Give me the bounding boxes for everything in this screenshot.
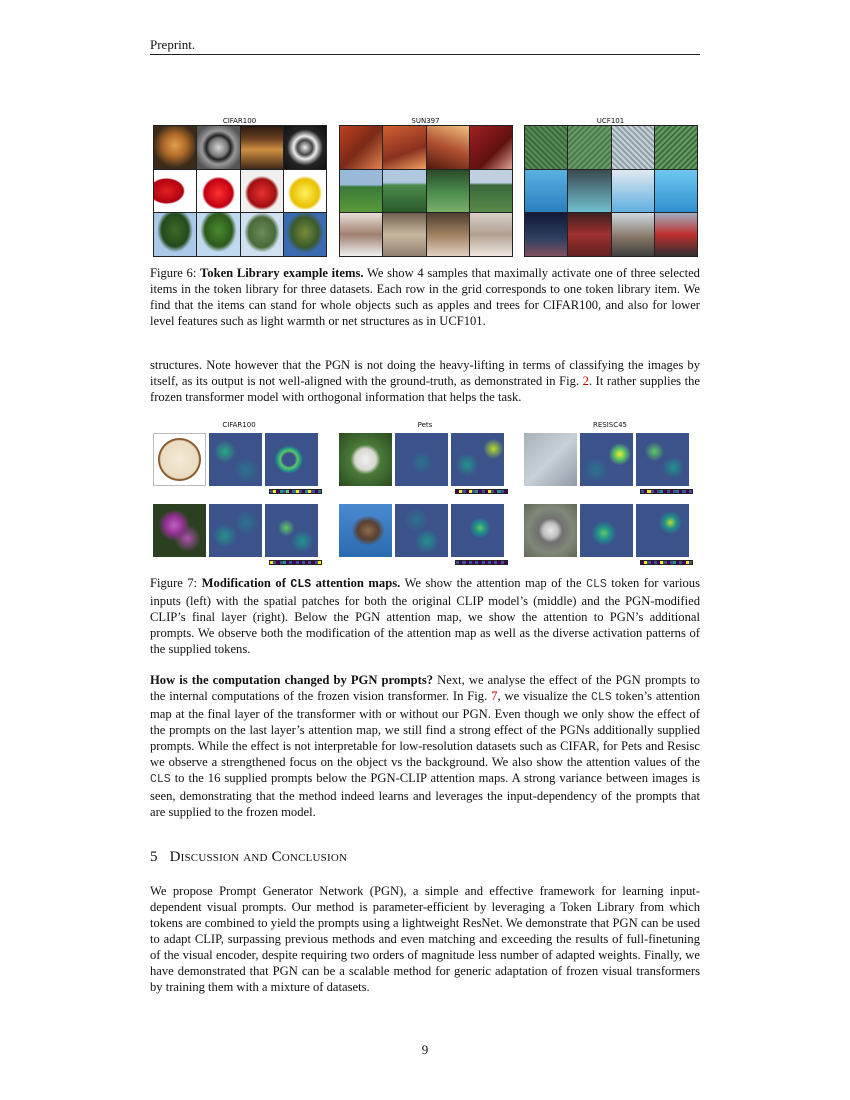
sample-image: [470, 170, 512, 213]
clip-attention-map: [209, 504, 262, 557]
pgn-attention-map: [451, 433, 504, 486]
sample-image: [154, 213, 196, 256]
sample-image: [525, 126, 567, 169]
figure-6-label: Figure 6:: [150, 266, 197, 280]
sample-image: [340, 170, 382, 213]
sample-image: [340, 213, 382, 256]
page-number: 9: [421, 1042, 429, 1057]
figure-7-title-text: attention maps.: [311, 576, 401, 590]
panel-title-pets: Pets: [417, 421, 433, 429]
paragraph-conclusion: We propose Prompt Generator Network (PGN), a simple and effective framework for learning input-dependent visual prompts. Our method is parameter-efficient by leveraging a Token Library from which tokens are combined to yield the prompts using a lightweight ResNet. We demonstrate that PGN can be used to adapt CLIP, surpassing previous methods and even matching and exceeding the results of full-finetuning of the visual encoder, despite requiring two orders of magnitude less number of adapted weights. Finally, we have demonstrated that PGN can be a scalable method for generic adaptation of frozen visual transformers by training them with a mixture of datasets.: [150, 884, 700, 994]
sample-image: [197, 170, 239, 213]
paragraph-pgn-computation: [150, 672, 700, 820]
input-image-dog: [339, 433, 392, 486]
prompt-attention-bar: [455, 560, 508, 565]
sample-image: [340, 126, 382, 169]
input-image-clock: [153, 433, 206, 486]
figure-7-caption-code: CLS: [586, 578, 607, 591]
section-heading: [150, 849, 347, 866]
sample-image: [525, 213, 567, 256]
figure-7-link[interactable]: 7: [491, 689, 498, 703]
input-image-stadium: [524, 504, 577, 557]
figure-6-caption: [150, 265, 700, 329]
figure-7-title-text: Modification of: [201, 576, 291, 590]
figure-7-label: Figure 7:: [150, 576, 198, 590]
sample-image: [284, 126, 326, 169]
sample-image: [525, 170, 567, 213]
pgn-attention-map: [265, 433, 318, 486]
figure-6-caption-text: We show 4 samples that maximally activate one of three selected items in the token library for three datasets. Each row in the grid corresponds to one token library item. We find that the items can stand for whole objects such as apples and trees for CIFAR100, and also for lower level features such as light warmth or net structures as in UCF101.: [150, 266, 700, 328]
figure-7-title-code: CLS: [290, 578, 312, 591]
inline-code: CLS: [150, 773, 171, 786]
figure-7-caption-text: We show the attention map of the: [404, 576, 587, 590]
sample-image: [241, 213, 283, 256]
panel-title-sun397: SUN397: [411, 117, 440, 125]
ucf101-grid: [524, 125, 698, 257]
sample-image: [154, 170, 196, 213]
pgn-attention-map: [265, 504, 318, 557]
sample-image: [197, 213, 239, 256]
prompt-attention-bar: [640, 489, 693, 494]
paragraph-text: token’s attention map at the final layer of the transformer with or without our PGN. Even though we only show the effect of the prompts on the last layer’s attention map, we still find a strong effect of the PGNs additionally supplied prompts. While the effect is not interpretable for low-resolution datasets such as CIFAR, for Pets and Resisc we observe a strengthened focus on the object vs the background. We also show the attention values of the: [150, 689, 700, 769]
paragraph-text: . It rather supplies the frozen transformer model with orthogonal information that helps the task.: [150, 374, 700, 404]
paragraph-text: Next, we analyse the effect of the PGN prompts to the internal computations of the frozen vision transformer. In Fig.: [150, 673, 700, 703]
sample-image: [655, 126, 697, 169]
cifar100-grid: [153, 125, 327, 257]
sample-image: [612, 126, 654, 169]
sample-image: [197, 126, 239, 169]
panel-title-cifar100: CIFAR100: [222, 117, 257, 125]
sample-image: [241, 126, 283, 169]
sample-image: [383, 170, 425, 213]
panel-title-ucf101: UCF101: [596, 117, 625, 125]
figure-7-caption: [150, 575, 700, 657]
paragraph-heading: How is the computation changed by PGN prompts?: [150, 673, 434, 687]
pgn-attention-map: [636, 433, 689, 486]
sample-image: [612, 213, 654, 256]
sample-image: [427, 126, 469, 169]
input-image-flower: [153, 504, 206, 557]
prompt-attention-bar: [455, 489, 508, 494]
figure-7-caption-text: token for various inputs (left) with the spatial patches for both the original CLIP model’s (middle) and the PGN-modified CLIP’s final layer (right). Below the PGN attention map, we show the attention to PGN’s additional prompts. We observe both the modification of the attention map as well as the diverse activation patterns of the supplied tokens.: [150, 576, 701, 656]
figure-6-title: Token Library example items.: [200, 266, 364, 280]
input-image-goat: [339, 504, 392, 557]
sample-image: [568, 126, 610, 169]
attention-row: [153, 433, 318, 486]
sample-image: [427, 213, 469, 256]
paragraph-text: , we visualize the: [497, 689, 592, 703]
section-title: Discussion and Conclusion: [169, 849, 348, 865]
sample-image: [154, 126, 196, 169]
panel-title-resisc45: RESISC45: [592, 421, 628, 429]
paragraph-structures: [150, 357, 700, 405]
clip-attention-map: [209, 433, 262, 486]
figure-7-title: [202, 576, 401, 590]
sample-image: [284, 213, 326, 256]
sample-image: [470, 126, 512, 169]
prompt-attention-bar: [269, 489, 322, 494]
sample-image: [383, 213, 425, 256]
attention-row: [339, 433, 504, 486]
input-image-airport: [524, 433, 577, 486]
sample-image: [383, 126, 425, 169]
pgn-attention-map: [451, 504, 504, 557]
sample-image: [568, 213, 610, 256]
attention-row: [524, 433, 689, 486]
clip-attention-map: [395, 504, 448, 557]
clip-attention-map: [395, 433, 448, 486]
sample-image: [655, 170, 697, 213]
panel-title-cifar100: CIFAR100: [222, 421, 256, 429]
sample-image: [470, 213, 512, 256]
sample-image: [568, 170, 610, 213]
sample-image: [284, 170, 326, 213]
sun397-grid: [339, 125, 513, 257]
pgn-attention-map: [636, 504, 689, 557]
clip-attention-map: [580, 433, 633, 486]
attention-row: [524, 504, 689, 557]
clip-attention-map: [580, 504, 633, 557]
inline-code: CLS: [591, 691, 612, 704]
prompt-attention-bar: [640, 560, 693, 565]
prompt-attention-bar: [269, 560, 322, 565]
section-number: 5: [150, 849, 158, 865]
figure-2-link[interactable]: 2: [582, 374, 589, 388]
paragraph-text: to the 16 supplied prompts below the PGN-CLIP attention maps. A strong variance between images is seen, demonstrating that the method indeed learns and leverages the input-dependency of the prompts that are supplied to the frozen model.: [150, 771, 700, 819]
header-rule: [150, 54, 700, 55]
attention-row: [153, 504, 318, 557]
paragraph-text: structures. Note however that the PGN is not doing the heavy-lifting in terms of classifying the images by itself, as its output is not well-aligned with the ground-truth, as demonstrated in Fig.: [150, 358, 700, 388]
running-header: Preprint.: [150, 37, 196, 52]
attention-row: [339, 504, 504, 557]
sample-image: [612, 170, 654, 213]
sample-image: [427, 170, 469, 213]
sample-image: [241, 170, 283, 213]
sample-image: [655, 213, 697, 256]
